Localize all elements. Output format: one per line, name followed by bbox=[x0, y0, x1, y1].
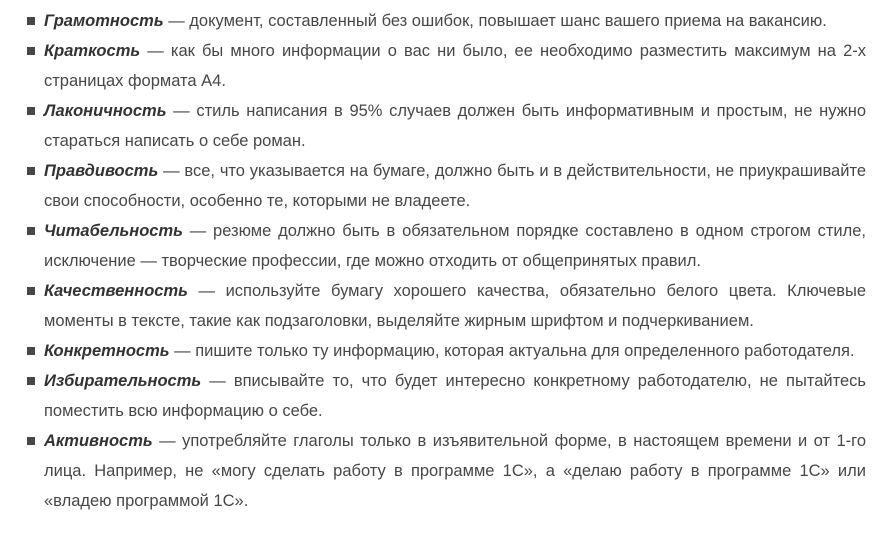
resume-rules-list bbox=[44, 6, 866, 516]
square-bullet-icon bbox=[27, 17, 35, 25]
list-item-text: — употребляйте глаголы только в изъявительной форме, в настоящем времени и от 1-го лица. Например, не «могу сделать работу в программе 1С», а «делаю работу в программе 1С» или «владею программой 1С». bbox=[44, 432, 866, 510]
square-bullet-icon bbox=[27, 227, 35, 235]
list-item-aktivnost bbox=[44, 426, 866, 516]
list-item-text: — вписывайте то, что будет интересно конкретному работодателю, не пытайтесь поместить всю информацию о себе. bbox=[44, 372, 866, 420]
list-item-pravdivost bbox=[44, 156, 866, 216]
square-bullet-icon bbox=[27, 47, 35, 55]
list-item-text: — используйте бумагу хорошего качества, обязательно белого цвета. Ключевые моменты в тексте, такие как подзаголовки, выделяйте жирным шрифтом и подчеркиванием. bbox=[44, 282, 866, 330]
list-item-term: Качественность bbox=[44, 282, 188, 300]
list-item-term: Грамотность bbox=[44, 12, 164, 30]
list-item-term: Читабельность bbox=[44, 222, 183, 240]
list-item-kratkost bbox=[44, 36, 866, 96]
list-item-gramotnost bbox=[44, 6, 866, 36]
list-item-term: Избирательность bbox=[44, 372, 202, 390]
square-bullet-icon bbox=[27, 167, 35, 175]
list-item-text: — как бы много информации о вас ни было, ее необходимо разместить максимум на 2-х страницах формата А4. bbox=[44, 42, 866, 90]
list-item-term: Краткость bbox=[44, 42, 141, 60]
list-item-lakonichnost bbox=[44, 96, 866, 156]
list-item-term: Лаконичность bbox=[44, 102, 167, 120]
square-bullet-icon bbox=[27, 347, 35, 355]
list-item-text: — стиль написания в 95% случаев должен быть информативным и простым, не нужно стараться написать о себе роман. bbox=[44, 102, 866, 150]
list-item-term: Правдивость bbox=[44, 162, 159, 180]
list-item-term: Активность bbox=[44, 432, 153, 450]
list-item-text: — резюме должно быть в обязательном порядке составлено в одном строгом стиле, исключение — творческие профессии, где можно отходить от общепринятых правил. bbox=[44, 222, 866, 270]
square-bullet-icon bbox=[27, 107, 35, 115]
list-item-kachestvennost bbox=[44, 276, 866, 336]
square-bullet-icon bbox=[27, 377, 35, 385]
list-item-term: Конкретность bbox=[44, 342, 170, 360]
list-item-text: — документ, составленный без ошибок, повышает шанс вашего приема на вакансию. bbox=[163, 12, 827, 30]
list-item-konkretnost bbox=[44, 336, 866, 366]
square-bullet-icon bbox=[27, 287, 35, 295]
list-item-izbiratelnost bbox=[44, 366, 866, 426]
square-bullet-icon bbox=[27, 437, 35, 445]
list-item-chitabelnost bbox=[44, 216, 866, 276]
list-item-text: — пишите только ту информацию, которая актуальна для определенного работодателя. bbox=[169, 342, 855, 360]
list-item-text: — все, что указывается на бумаге, должно быть и в действительности, не приукрашивайте свои способности, особенно те, которыми не владеете. bbox=[44, 162, 866, 210]
